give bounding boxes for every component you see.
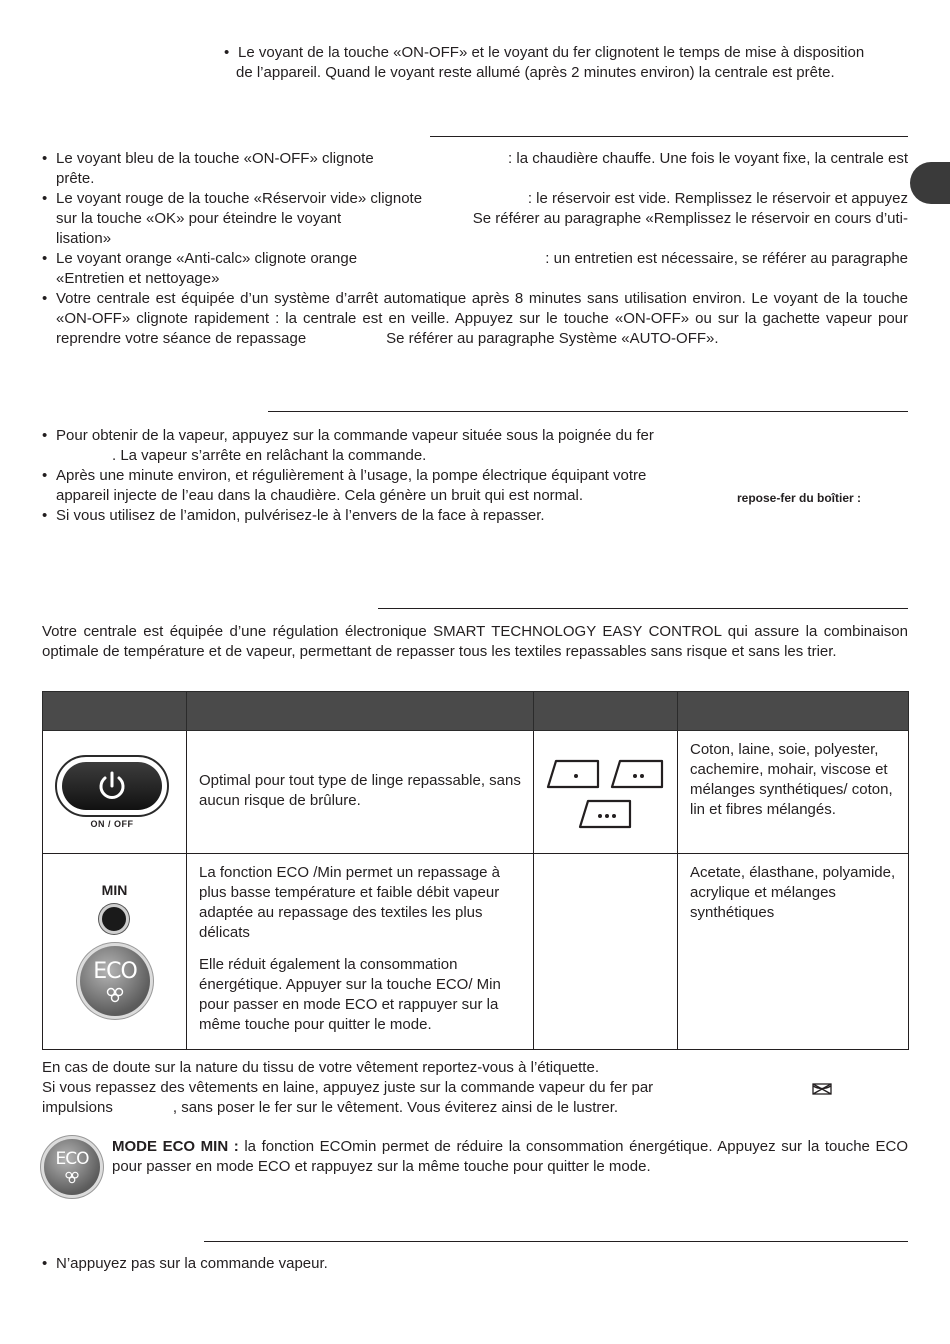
notes-line-3: impulsions , sans poser le fer sur le vêtement. Vous éviterez ainsi de le lustrer. [42, 1099, 619, 1116]
iron-temperature-cell [534, 731, 678, 854]
startup-bullet [224, 43, 914, 83]
eco-button-illustration [80, 946, 150, 1016]
eco-mode-steam-icon [64, 1170, 80, 1185]
section-rule-steam [268, 411, 908, 412]
section-rule-footer [204, 1241, 908, 1242]
eco-button-label: ECO [93, 959, 137, 984]
eco-mode-paragraph [112, 1137, 908, 1177]
indicator-orange: • Le voyant orange «Anti-calc» clignote orange : un entretien est nécessaire, se référer au paragraphe «Entretien et nettoyage» [42, 249, 908, 289]
description-cell: Optimal pour tout type de linge repassable, sans aucun risque de brûlure. [187, 731, 534, 854]
indicator-blue: • Le voyant bleu de la touche «ON-OFF» clignote : la chaudière chauffe. Une fois le voyant fixe, la centrale est prête. [42, 149, 908, 189]
iron-temperature-icons [534, 731, 678, 847]
fabrics-cell: Coton, laine, soie, polyester, cachemire, mohair, viscose et mélanges synthétiques/ coton, lin et fibres mélangés. [678, 731, 909, 854]
table-row [43, 854, 909, 1050]
table-header-cell-2 [187, 692, 534, 731]
startup-line-2: de l’appareil. Quand le voyant reste allumé (après 2 minutes environ) la centrale est prête. [236, 64, 835, 81]
onoff-button-label: ON / OFF [90, 819, 134, 829]
wool-symbol-icon [812, 1082, 832, 1096]
table-row [43, 731, 909, 854]
min-indicator-button [99, 904, 129, 934]
table-header-cell-4 [678, 692, 909, 731]
iron-icon-3-dots [580, 801, 630, 827]
regulation-intro: Votre centrale est équipée d’une régulation électronique SMART TECHNOLOGY EASY CONTROL qui assure la combinaison optimale de température et de vapeur, permettant de repasser tous les textiles repassables sans risque et sans les trier. [42, 623, 908, 660]
section-rule-regulation [378, 608, 908, 609]
indicator-auto-off: • Votre centrale est équipée d’un système d’arrêt automatique après 8 minutes sans utilisation environ. Le voyant de la touche «ON-OFF» clignote rapidement : la centrale est en veille. Appuyez sur le touche «ON-OFF» ou sur la gachette vapeur pour reprendre votre séance de repassage Se référer au paragraphe Système «AUTO-OFF». [42, 289, 908, 349]
eco-mode-text: la fonction ECOmin permet de réduire la consommation énergétique. Appuyez sur la touche ECO pour passer en mode ECO et rappuyez sur la même touche pour quitter le mode. [112, 1138, 908, 1175]
steam-bullet-1: • Pour obtenir de la vapeur, appuyez sur la commande vapeur située sous la poignée du fer . La vapeur s’arrête en relâchant la commande. [42, 426, 732, 466]
fabrics-cell: Acetate, élasthane, polyamide, acrylique et mélanges synthétiques [678, 854, 909, 1050]
eco-mode-title: MODE ECO MIN : [112, 1138, 239, 1155]
power-icon [62, 762, 162, 810]
description-cell: La fonction ECO /Min permet un repassage à plus basse température et faible débit vapeur adaptée au repassage des textiles les plus délicats Elle réduit également la consommation énergétique. Appuyer sur la touche ECO/ Min pour passer en mode ECO et rappuyer sur la même touche pour quitter le mode. [187, 854, 534, 1050]
iron-temperature-cell-empty [534, 854, 678, 1050]
indicators-list [42, 149, 908, 349]
notes-line-1: En cas de doute sur la nature du tissu de votre vêtement reportez-vous à l’étiquette. [42, 1059, 599, 1076]
table-header-cell-3 [534, 692, 678, 731]
eco-mode-icon: ECO [44, 1139, 100, 1195]
notes-block [42, 1058, 908, 1118]
chapter-tab-marker [910, 162, 950, 204]
min-label: MIN [101, 882, 128, 898]
steam-list [42, 426, 732, 526]
steam-bullet-3: • Si vous utilisez de l’amidon, pulvérisez-le à l’envers de la face à repasser. [42, 506, 732, 526]
iron-icon-2-dots [612, 761, 662, 787]
notes-line-2: Si vous repassez des vêtements en laine, appuyez juste sur la commande vapeur du fer par [42, 1079, 654, 1096]
indicator-red: • Le voyant rouge de la touche «Réservoir vide» clignote : le réservoir est vide. Remplissez le réservoir et appuyez sur la touche «OK» pour éteindre le voyant Se référer au paragraphe «Remplissez le réservoir en cours d’uti- lisation» [42, 189, 908, 249]
min-eco-button-cell [43, 854, 187, 1050]
steam-side-note: repose-fer du boîtier : [737, 491, 862, 505]
iron-icon-1-dot [548, 761, 598, 787]
section-rule-indicators [430, 136, 908, 137]
startup-line-1: Le voyant de la touche «ON-OFF» et le voyant du fer clignotent le temps de mise à disposition [238, 44, 865, 61]
eco-steam-icon [105, 986, 125, 1004]
ironing-modes-table [42, 691, 909, 1050]
footer-bullet: • N’appuyez pas sur la commande vapeur. [42, 1254, 756, 1274]
table-header-cell-1 [43, 692, 187, 731]
steam-bullet-2: • Après une minute environ, et régulièrement à l’usage, la pompe électrique équipant votre appareil injecte de l’eau dans la chaudière. Cela génère un bruit qui est normal. [42, 466, 732, 506]
onoff-button-cell [43, 731, 187, 854]
onoff-button-illustration [55, 755, 169, 817]
table-header-row [43, 692, 909, 731]
